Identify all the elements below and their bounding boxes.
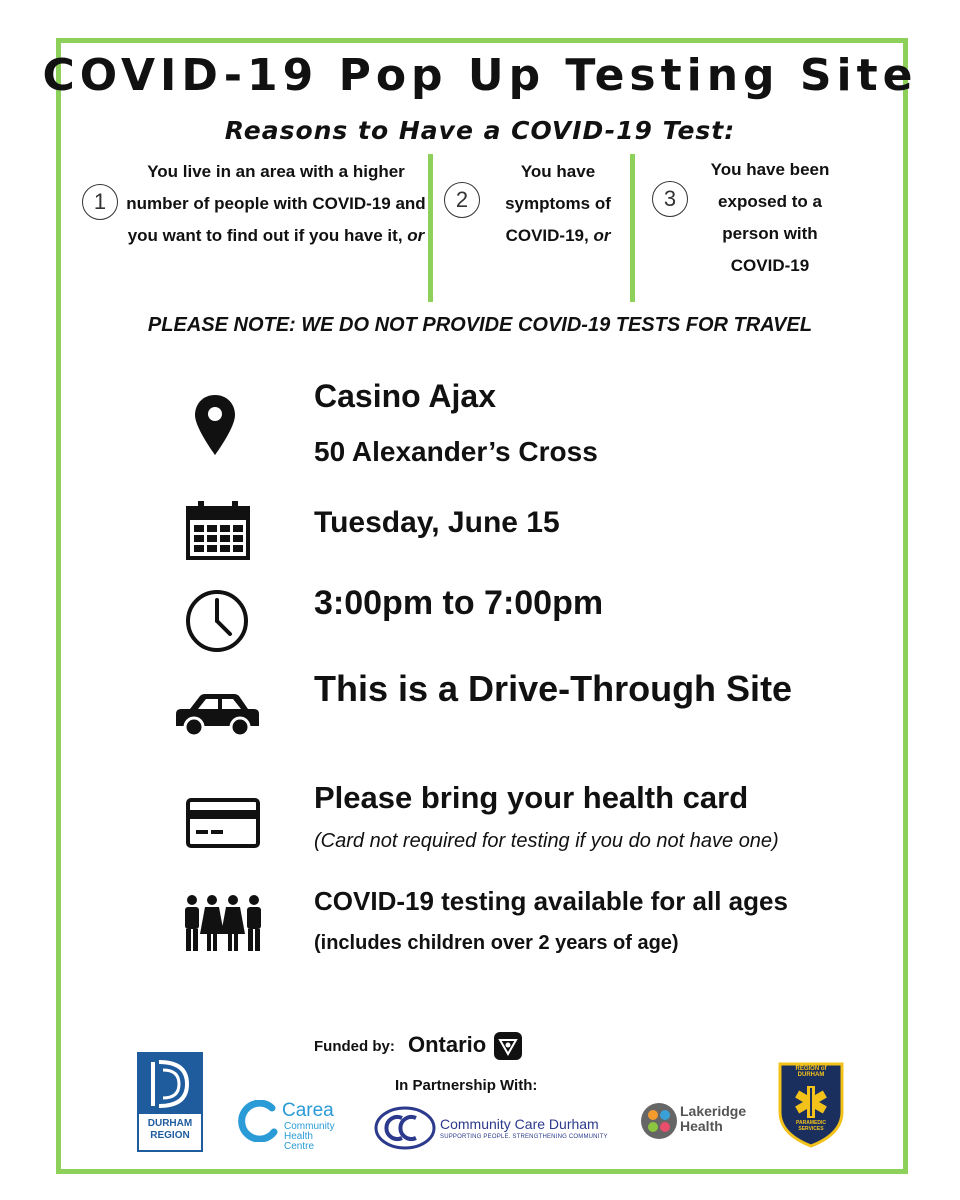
clock-icon bbox=[184, 588, 250, 654]
durham-region-text: DURHAM REGION bbox=[147, 1118, 193, 1141]
carea-subtitle: Community Health Centre bbox=[284, 1121, 335, 1152]
location-pin-icon bbox=[194, 394, 236, 456]
reason-1 bbox=[126, 156, 426, 252]
reason-3-text: You have been exposed to a person with COVID-19 bbox=[710, 160, 830, 275]
health-card-subtext: (Card not required for testing if you do not have one) bbox=[314, 830, 779, 852]
carea-name: Carea bbox=[282, 1100, 334, 1121]
community-care-durham-name: Community Care Durham bbox=[440, 1116, 599, 1132]
reason-number-3: 3 bbox=[652, 181, 688, 217]
reason-2-text: You have symptoms of COVID-19, bbox=[505, 162, 611, 245]
reason-divider-2 bbox=[630, 154, 635, 302]
reason-2-suffix: or bbox=[593, 226, 611, 245]
calendar-icon bbox=[186, 500, 250, 560]
community-care-durham-tagline: SUPPORTING PEOPLE. STRENGTHENING COMMUNITY bbox=[440, 1134, 608, 1140]
ontario-trillium-logo bbox=[494, 1032, 522, 1060]
paramedic-top-text: REGION of DURHAM bbox=[795, 1066, 827, 1078]
reason-2 bbox=[488, 156, 628, 252]
paramedic-services-badge bbox=[776, 1058, 846, 1148]
travel-note: PLEASE NOTE: WE DO NOT PROVIDE COVID-19 TESTS FOR TRAVEL bbox=[147, 314, 813, 336]
event-date: Tuesday, June 15 bbox=[314, 506, 560, 539]
lakeridge-health-logo bbox=[640, 1102, 678, 1140]
car-icon bbox=[172, 690, 262, 738]
all-ages-text: COVID-19 testing available for all ages bbox=[314, 886, 788, 916]
drive-through-text: This is a Drive-Through Site bbox=[314, 668, 793, 709]
lakeridge-health-name: Lakeridge Health bbox=[680, 1103, 747, 1134]
event-time: 3:00pm to 7:00pm bbox=[314, 584, 604, 622]
all-ages-subtext: (includes children over 2 years of age) bbox=[314, 932, 679, 954]
reasons-heading: Reasons to Have a COVID-19 Test: bbox=[224, 116, 736, 145]
people-group-icon bbox=[180, 894, 266, 954]
reason-divider-1 bbox=[428, 154, 433, 302]
funded-by-label: Funded by: bbox=[314, 1038, 395, 1055]
health-card-icon bbox=[186, 798, 260, 848]
location-name: Casino Ajax bbox=[314, 378, 496, 414]
community-care-durham-logo bbox=[374, 1106, 436, 1150]
reason-number-2: 2 bbox=[444, 182, 480, 218]
reason-number-1: 1 bbox=[82, 184, 118, 220]
ontario-wordmark: Ontario bbox=[408, 1032, 487, 1057]
health-card-text: Please bring your health card bbox=[314, 780, 749, 815]
durham-d-mark bbox=[139, 1054, 201, 1114]
durham-region-logo bbox=[137, 1052, 203, 1152]
partnership-label: In Partnership With: bbox=[395, 1077, 538, 1094]
carea-swirl-logo bbox=[238, 1100, 280, 1142]
page-title: COVID-19 Pop Up Testing Site bbox=[42, 50, 918, 101]
reason-1-suffix: or bbox=[407, 226, 425, 245]
location-address: 50 Alexander’s Cross bbox=[314, 436, 598, 467]
reason-3 bbox=[700, 154, 840, 282]
reason-1-text: You live in an area with a higher number of people with COVID-19 and you want to find out if you have it, bbox=[126, 162, 426, 245]
paramedic-bottom-text: PARAMEDIC SERVICES bbox=[796, 1120, 826, 1132]
